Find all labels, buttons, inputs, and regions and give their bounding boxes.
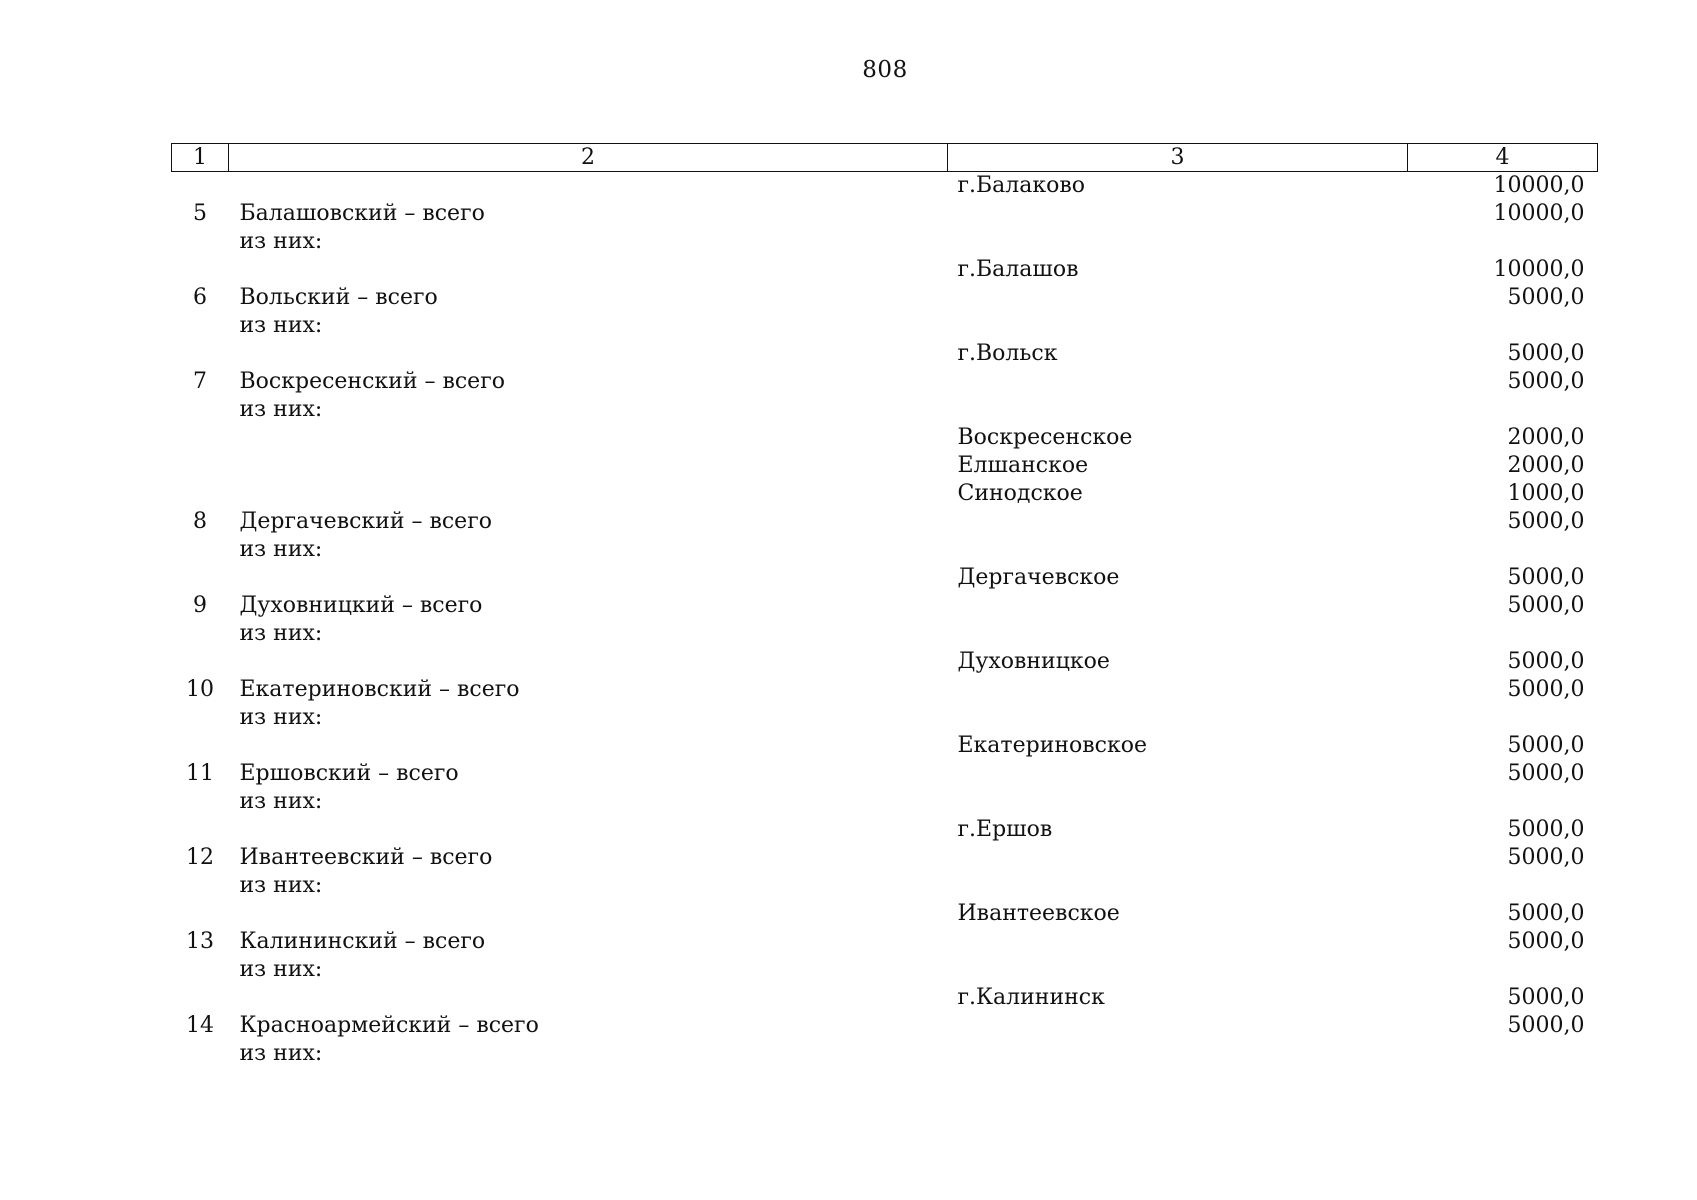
settlement-name: [948, 620, 1408, 648]
table-row: [172, 172, 1598, 201]
distribution-table: [171, 143, 1598, 1068]
district-name: [229, 340, 948, 368]
district-name: Ершовский – всего: [239, 761, 459, 786]
amount-value: 10000,0: [1493, 173, 1585, 198]
table-row: [172, 564, 1598, 592]
row-number: [172, 424, 229, 452]
district-name: Ивантеевский – всего: [239, 845, 493, 870]
settlement-name: г.Балаково: [957, 173, 1086, 198]
district-name: из них:: [239, 397, 323, 422]
amount-value: 5000,0: [1507, 509, 1585, 534]
row-number: [172, 872, 229, 900]
table-row: [172, 928, 1598, 956]
settlement-name: г.Балашов: [957, 257, 1079, 282]
settlement-name: [948, 200, 1408, 228]
settlement-name: [948, 676, 1408, 704]
settlement-name: [948, 536, 1408, 564]
district-name: [229, 816, 948, 844]
row-number: [172, 956, 229, 984]
table-row: [172, 1040, 1598, 1068]
row-number: [172, 564, 229, 592]
settlement-name: [948, 956, 1408, 984]
row-number: 13: [186, 929, 214, 954]
settlement-name: [948, 1040, 1408, 1068]
table-body: [172, 172, 1598, 1069]
district-name: Калининский – всего: [239, 929, 486, 954]
amount-value: 1000,0: [1507, 481, 1585, 506]
table-row: [172, 872, 1598, 900]
settlement-name: г.Ершов: [957, 817, 1053, 842]
row-number: 5: [193, 201, 207, 226]
amount-value: 2000,0: [1507, 453, 1585, 478]
page-number: 808: [862, 57, 908, 83]
table-row: [172, 480, 1598, 508]
amount-value: 5000,0: [1507, 929, 1585, 954]
table-row: [172, 956, 1598, 984]
header-col-4: 4: [1408, 144, 1598, 172]
row-number: [172, 816, 229, 844]
header-row: [172, 144, 1598, 172]
district-name: Духовницкий – всего: [239, 593, 483, 618]
amount-value: [1408, 704, 1598, 732]
district-name: [229, 172, 948, 201]
district-name: [229, 564, 948, 592]
settlement-name: [948, 312, 1408, 340]
settlement-name: [948, 228, 1408, 256]
row-number: 14: [186, 1013, 214, 1038]
settlement-name: [948, 760, 1408, 788]
district-name: из них:: [239, 537, 323, 562]
amount-value: 5000,0: [1507, 817, 1585, 842]
settlement-name: г.Вольск: [957, 341, 1058, 366]
amount-value: 5000,0: [1507, 733, 1585, 758]
settlement-name: [948, 788, 1408, 816]
settlement-name: Екатериновское: [957, 733, 1147, 758]
settlement-name: [948, 844, 1408, 872]
row-number: 8: [193, 509, 207, 534]
amount-value: 5000,0: [1507, 901, 1585, 926]
district-name: Балашовский – всего: [239, 201, 485, 226]
amount-value: [1408, 536, 1598, 564]
settlement-name: Елшанское: [957, 453, 1089, 478]
table-row: [172, 536, 1598, 564]
amount-value: [1408, 396, 1598, 424]
amount-value: [1408, 228, 1598, 256]
amount-value: 5000,0: [1507, 677, 1585, 702]
district-name: из них:: [239, 789, 323, 814]
table-row: [172, 452, 1598, 480]
header-col-3: 3: [948, 144, 1408, 172]
settlement-name: [948, 368, 1408, 396]
amount-value: 10000,0: [1493, 201, 1585, 226]
row-number: [172, 340, 229, 368]
row-number: [172, 452, 229, 480]
district-name: Вольский – всего: [239, 285, 438, 310]
district-name: Дергачевский – всего: [239, 509, 492, 534]
table-row: [172, 984, 1598, 1012]
table-row: [172, 676, 1598, 704]
settlement-name: [948, 928, 1408, 956]
table-row: [172, 312, 1598, 340]
table-row: [172, 704, 1598, 732]
amount-value: 5000,0: [1507, 985, 1585, 1010]
amount-value: 5000,0: [1507, 1013, 1585, 1038]
district-name: [229, 424, 948, 452]
district-name: из них:: [239, 705, 323, 730]
header-col-1: 1: [172, 144, 229, 172]
table-row: [172, 200, 1598, 228]
row-number: [172, 536, 229, 564]
row-number: 10: [186, 677, 214, 702]
row-number: [172, 396, 229, 424]
amount-value: 5000,0: [1507, 761, 1585, 786]
settlement-name: [948, 284, 1408, 312]
table-row: [172, 256, 1598, 284]
amount-value: 10000,0: [1493, 257, 1585, 282]
row-number: [172, 172, 229, 201]
row-number: [172, 704, 229, 732]
row-number: [172, 312, 229, 340]
amount-value: 5000,0: [1507, 649, 1585, 674]
table-row: [172, 228, 1598, 256]
row-number: 12: [186, 845, 214, 870]
row-number: [172, 788, 229, 816]
district-name: из них:: [239, 957, 323, 982]
table-row: [172, 592, 1598, 620]
row-number: [172, 256, 229, 284]
table-row: [172, 340, 1598, 368]
amount-value: [1408, 312, 1598, 340]
row-number: 9: [193, 593, 207, 618]
row-number: 11: [186, 761, 214, 786]
table-row: [172, 396, 1598, 424]
amount-value: [1408, 620, 1598, 648]
table-row: [172, 844, 1598, 872]
header-col-2: 2: [229, 144, 948, 172]
row-number: [172, 732, 229, 760]
row-number: 7: [193, 369, 207, 394]
table-row: [172, 648, 1598, 676]
settlement-name: г.Калининск: [957, 985, 1105, 1010]
settlement-name: Ивантеевское: [957, 901, 1120, 926]
district-name: Воскресенский – всего: [239, 369, 505, 394]
table-row: [172, 284, 1598, 312]
amount-value: 5000,0: [1507, 845, 1585, 870]
table-row: [172, 368, 1598, 396]
amount-value: 5000,0: [1507, 369, 1585, 394]
district-name: [229, 256, 948, 284]
table-row: [172, 732, 1598, 760]
settlement-name: [948, 592, 1408, 620]
settlement-name: [948, 508, 1408, 536]
table-row: [172, 816, 1598, 844]
district-name: из них:: [239, 873, 323, 898]
amount-value: [1408, 956, 1598, 984]
row-number: [172, 620, 229, 648]
row-number: [172, 900, 229, 928]
table-row: [172, 508, 1598, 536]
district-name: [229, 648, 948, 676]
district-name: [229, 732, 948, 760]
settlement-name: [948, 1012, 1408, 1040]
amount-value: [1408, 788, 1598, 816]
district-name: Красноармейский – всего: [239, 1013, 539, 1038]
row-number: [172, 648, 229, 676]
settlement-name: Духовницкое: [957, 649, 1110, 674]
district-name: [229, 984, 948, 1012]
district-name: [229, 900, 948, 928]
settlement-name: [948, 396, 1408, 424]
settlement-name: [948, 704, 1408, 732]
amount-value: 5000,0: [1507, 341, 1585, 366]
settlement-name: Синодское: [957, 481, 1083, 506]
settlement-name: Воскресенское: [957, 425, 1133, 450]
district-name: из них:: [239, 1041, 323, 1066]
amount-value: 5000,0: [1507, 593, 1585, 618]
table-row: [172, 1012, 1598, 1040]
table-header: [172, 144, 1598, 172]
district-name: [229, 452, 948, 480]
table-row: [172, 620, 1598, 648]
row-number: [172, 480, 229, 508]
table-row: [172, 788, 1598, 816]
table-row: [172, 760, 1598, 788]
table-row: [172, 900, 1598, 928]
row-number: [172, 1040, 229, 1068]
district-name: из них:: [239, 229, 323, 254]
settlement-name: Дергачевское: [957, 565, 1120, 590]
settlement-name: [948, 872, 1408, 900]
district-name: из них:: [239, 313, 323, 338]
district-name: [229, 480, 948, 508]
district-name: из них:: [239, 621, 323, 646]
amount-value: 5000,0: [1507, 285, 1585, 310]
amount-value: 5000,0: [1507, 565, 1585, 590]
row-number: [172, 228, 229, 256]
row-number: [172, 984, 229, 1012]
amount-value: 2000,0: [1507, 425, 1585, 450]
amount-value: [1408, 1040, 1598, 1068]
table-row: [172, 424, 1598, 452]
district-name: Екатериновский – всего: [239, 677, 520, 702]
amount-value: [1408, 872, 1598, 900]
row-number: 6: [193, 285, 207, 310]
